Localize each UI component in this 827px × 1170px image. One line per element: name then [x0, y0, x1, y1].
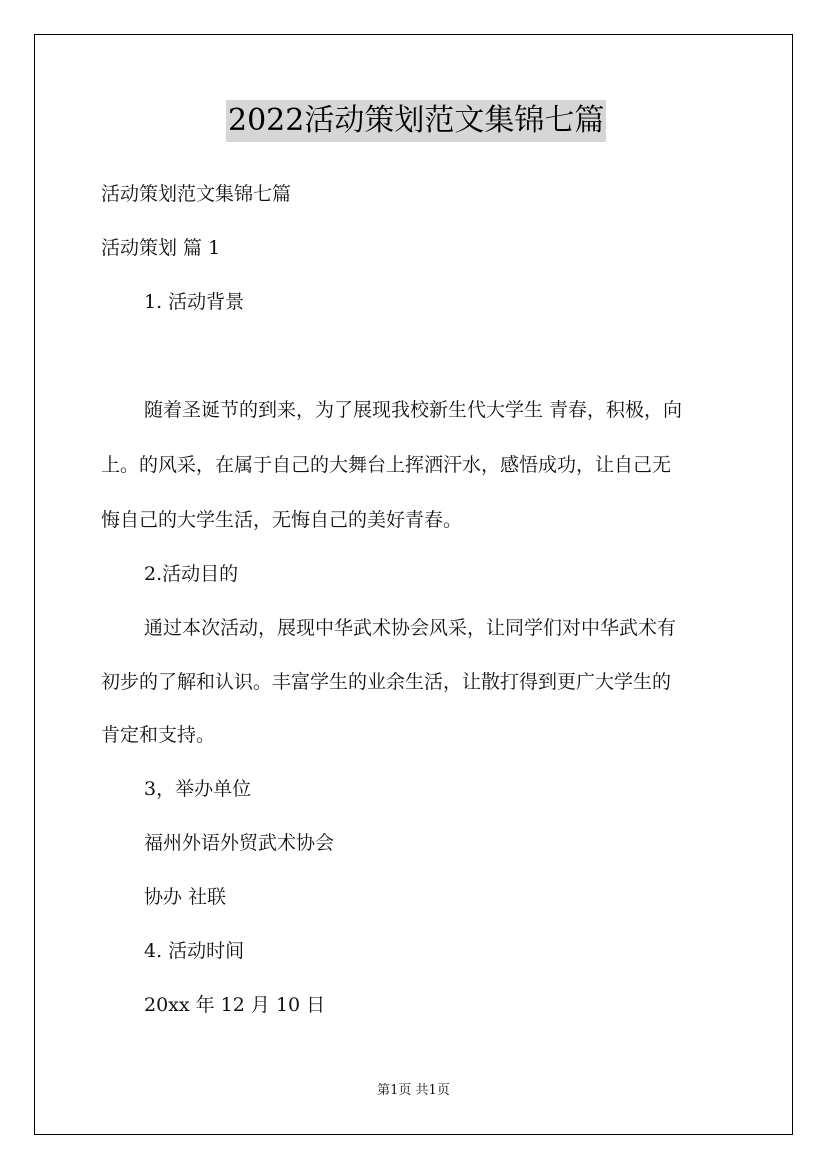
purpose-paragraph-line: 通过本次活动，展现中华武术协会风采，让同学们对中华武术有 — [144, 617, 677, 639]
time-text: 20xx 年 12 月 10 日 — [144, 994, 326, 1016]
background-heading: 1. 活动背景 — [144, 291, 245, 313]
page-footer: 第1页 共1页 — [377, 1083, 450, 1098]
co-organizer-text: 协办 社联 — [144, 886, 227, 908]
time-heading: 4. 活动时间 — [144, 940, 245, 962]
organizer-text: 福州外语外贸武术协会 — [144, 832, 335, 854]
purpose-paragraph-line: 肯定和支持。 — [101, 724, 216, 746]
background-paragraph-line: 悔自己的大学生活，无悔自己的美好青春。 — [101, 509, 463, 531]
purpose-paragraph-line: 初步的了解和认识。丰富学生的业余生活，让散打得到更广大学生的 — [101, 671, 672, 693]
document-subtitle: 活动策划范文集锦七篇 — [101, 183, 292, 205]
purpose-heading: 2.活动目的 — [144, 563, 239, 585]
section-heading: 活动策划 篇 1 — [101, 237, 221, 259]
organizer-heading: 3，举办单位 — [144, 778, 252, 800]
background-paragraph-line: 随着圣诞节的到来，为了展现我校新生代大学生 青春，积极，向 — [144, 399, 683, 421]
background-paragraph-line: 上。的风采，在属于自己的大舞台上挥洒汗水，感悟成功，让自己无 — [101, 454, 672, 476]
document-title: 2022活动策划范文集锦七篇 — [226, 100, 606, 142]
